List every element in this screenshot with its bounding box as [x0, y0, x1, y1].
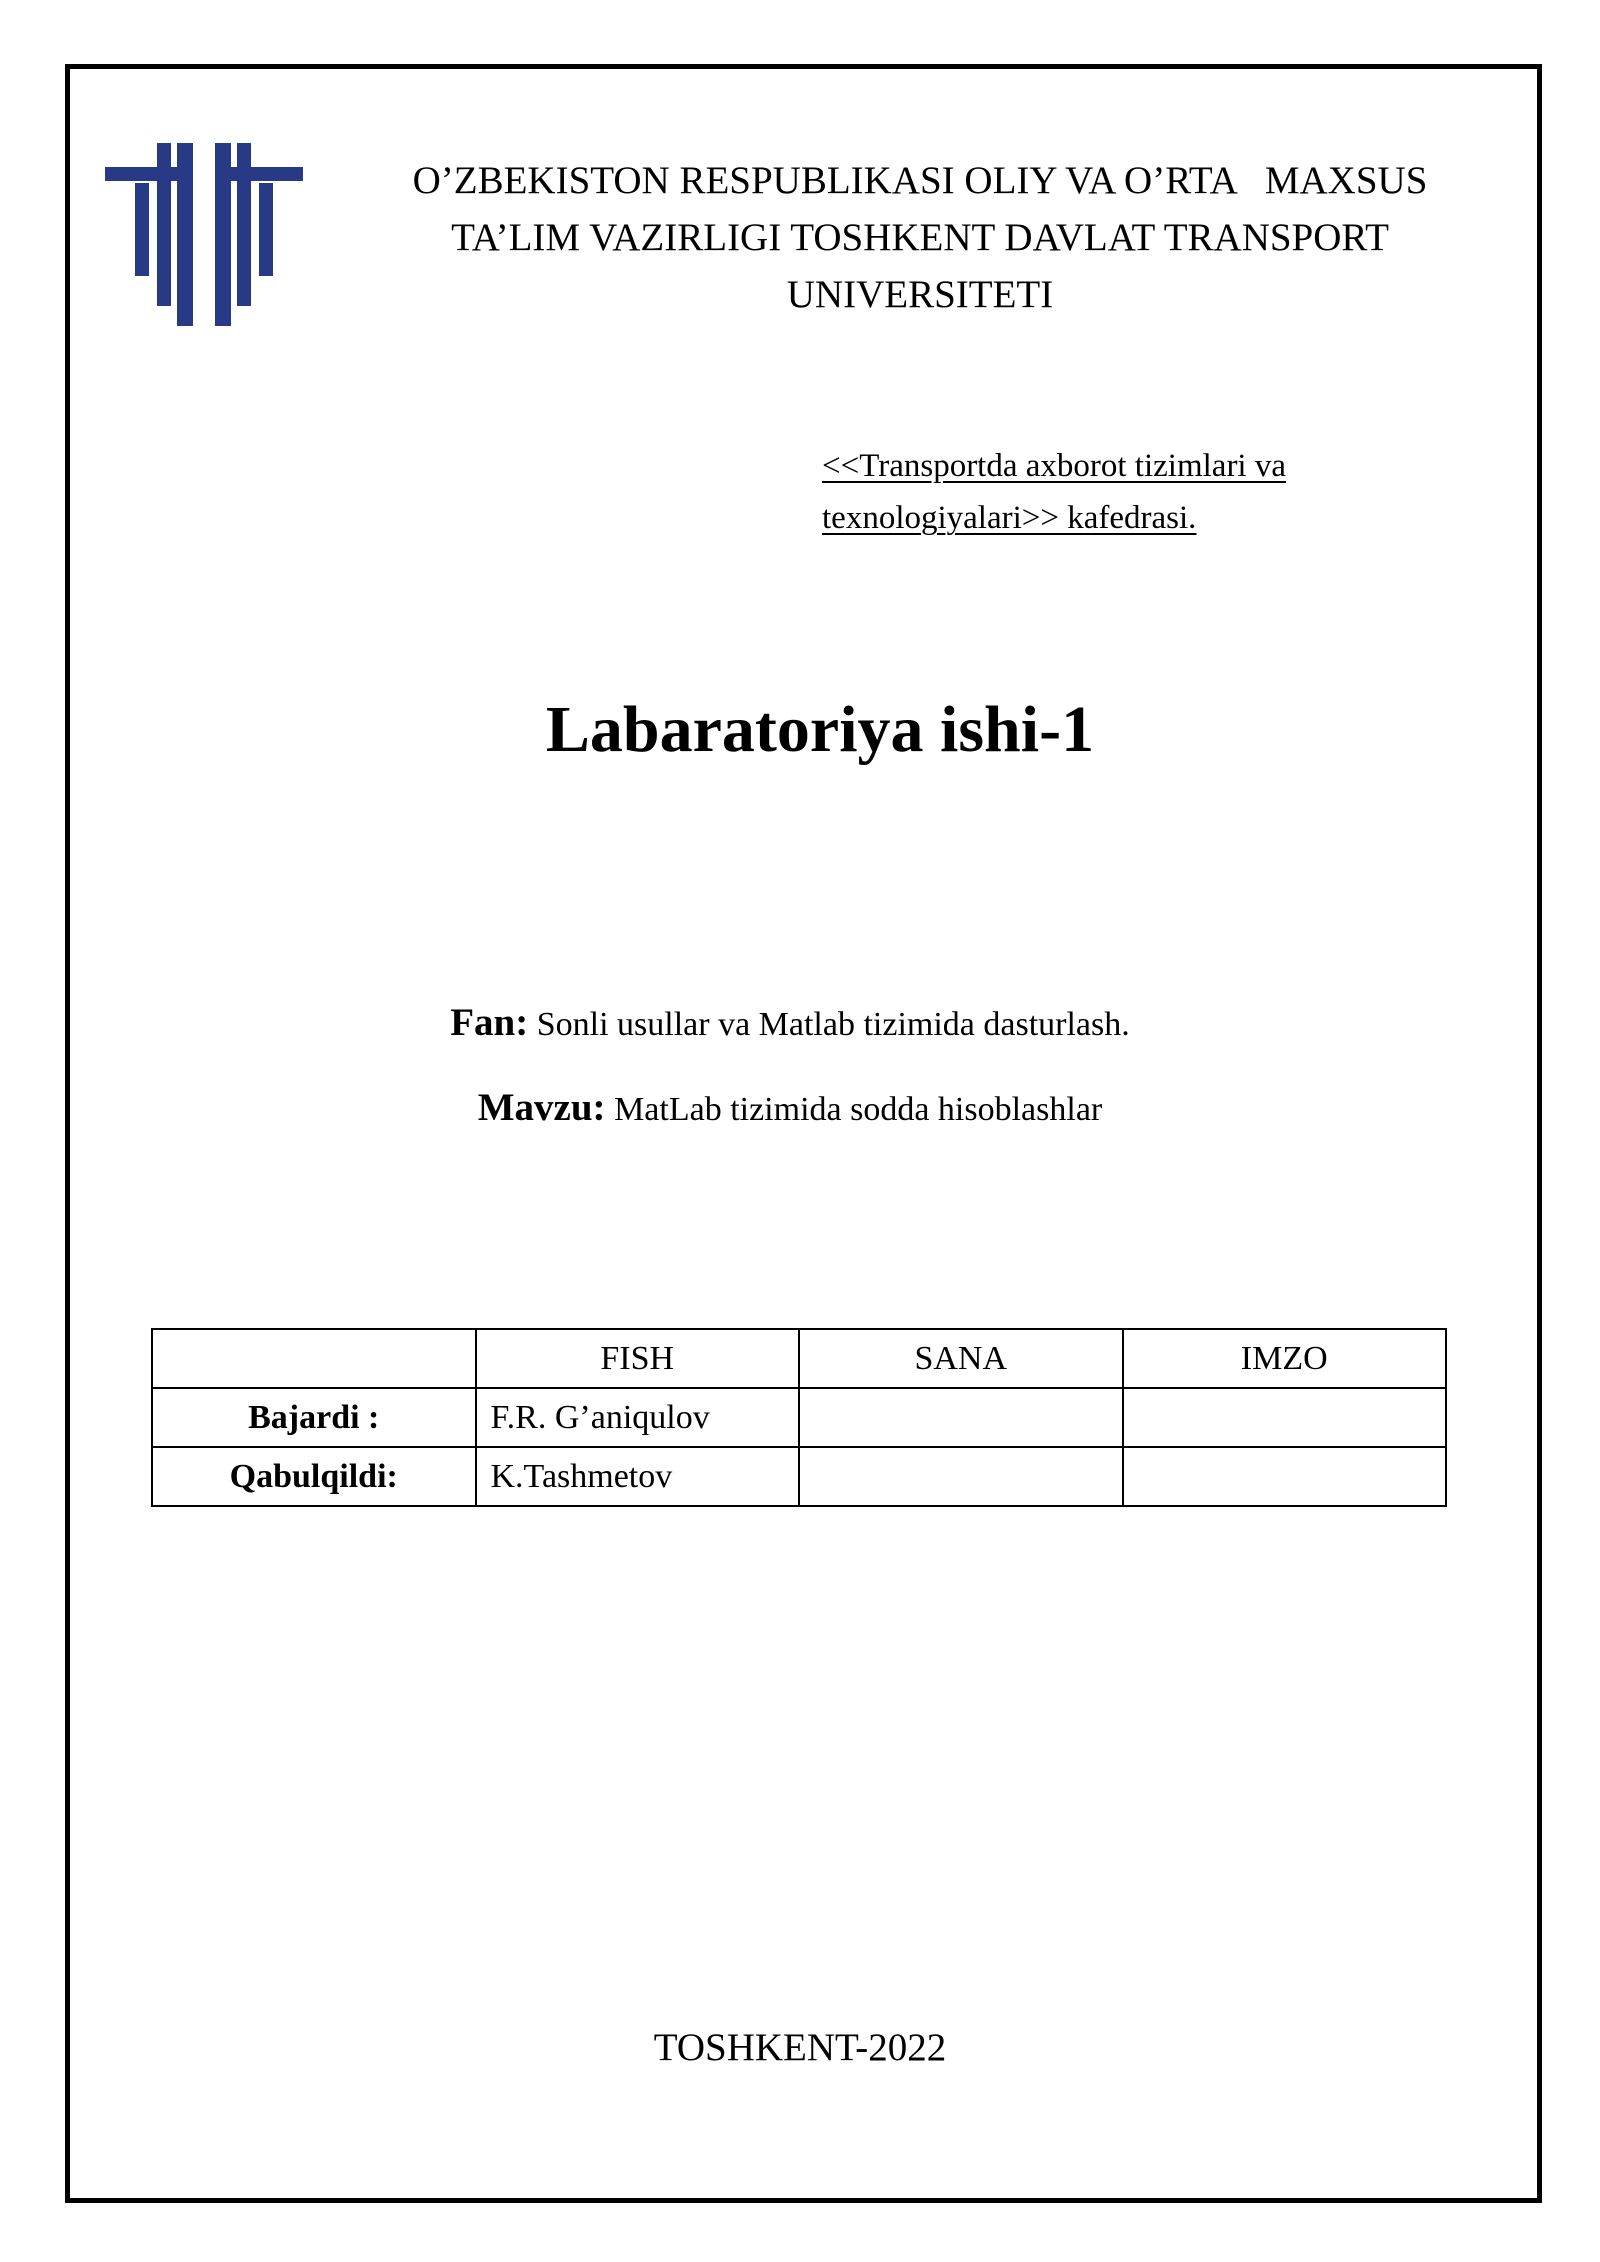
- logo-mark: [105, 143, 303, 326]
- table-row: [152, 1447, 1446, 1506]
- header-cell-imzo: IMZO: [1123, 1329, 1447, 1388]
- header-cell-fish: FISH: [476, 1329, 800, 1388]
- document-title: Labaratoriya ishi-1: [545, 693, 1095, 766]
- department-line: texnologiyalari>> kafedrasi.: [822, 500, 1197, 536]
- university-logo: [105, 143, 303, 326]
- signature-table: [151, 1328, 1447, 1507]
- header-cell-sana: SANA: [799, 1329, 1123, 1388]
- name-cell: F.R. G’aniqulov: [476, 1388, 800, 1447]
- topic-line: [0, 1085, 1580, 1130]
- page-border: [65, 64, 1542, 2203]
- department-name: [822, 440, 1422, 544]
- table-header-row: [152, 1329, 1446, 1388]
- topic-value: MatLab tizimida sodda hisoblashlar: [614, 1091, 1103, 1128]
- date-cell: [799, 1447, 1123, 1506]
- subject-label: Fan:: [450, 1001, 529, 1044]
- table-row: [152, 1388, 1446, 1447]
- signature-cell: [1123, 1447, 1447, 1506]
- header-cell-empty: [152, 1329, 476, 1388]
- university-name-line: O’ZBEKISTON RESPUBLIKASI OLIY VA O’RTA MAXSUS: [412, 159, 1428, 202]
- university-name-line: TA’LIM VAZIRLIGI TOSHKENT DAVLAT TRANSPORT: [451, 216, 1389, 259]
- role-cell: Qabulqildi:: [152, 1447, 476, 1506]
- subject-value: Sonli usullar va Matlab tizimida dasturlash.: [536, 1006, 1130, 1043]
- department-line: <<Transportda axborot tizimlari va: [822, 448, 1286, 484]
- university-name-line: UNIVERSITETI: [786, 273, 1054, 316]
- date-cell: [799, 1388, 1123, 1447]
- role-cell: Bajardi :: [152, 1388, 476, 1447]
- university-name: [330, 152, 1510, 323]
- name-cell: K.Tashmetov: [476, 1447, 800, 1506]
- city-year: TOSHKENT-2022: [653, 2026, 947, 2069]
- topic-label: Mavzu:: [477, 1086, 606, 1129]
- subject-line: [0, 1000, 1580, 1045]
- signature-cell: [1123, 1388, 1447, 1447]
